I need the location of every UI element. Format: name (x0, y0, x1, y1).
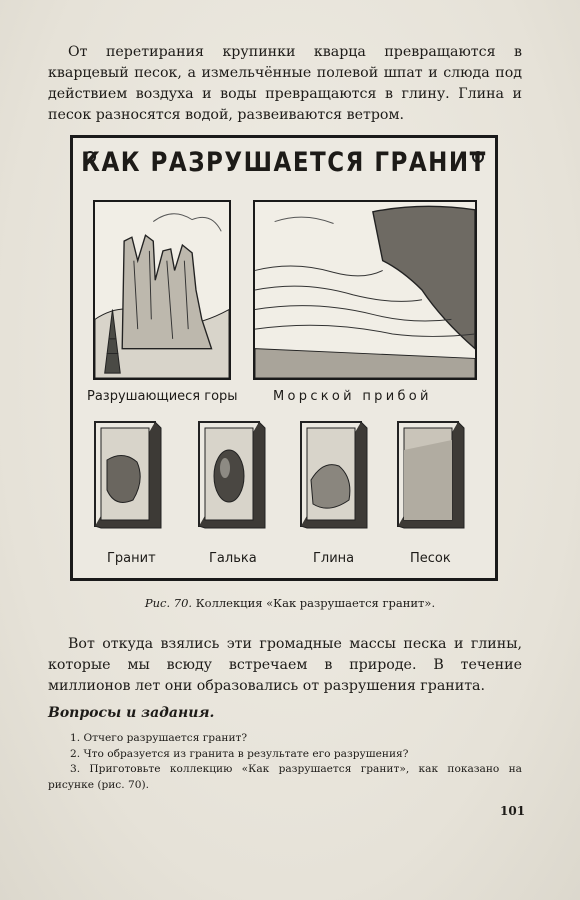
question-item: 1. Отчего разрушается гранит? (70, 732, 248, 744)
figure-granite-collection (70, 135, 498, 581)
granite-label: Гранит (107, 551, 156, 566)
paragraph-middle (48, 634, 522, 697)
paragraph-middle-text: Вот откуда взялись эти громадные массы песка и глины, которые мы всюду встречаем в природе. В течение миллионов лет они образовались от разрушения гранита. (48, 636, 522, 694)
question-item: 2. Что образуется из гранита в результате его разрушения? (70, 747, 409, 760)
figure-caption (0, 596, 580, 610)
sand-label: Песок (410, 551, 451, 566)
questions-heading: Вопросы и задания. (48, 705, 215, 721)
paragraph-top (48, 42, 522, 126)
crumbling-mountains-label: Разрушающиеся горы (87, 389, 238, 404)
clay-specimen-box (299, 420, 369, 530)
sea-surf-label: Морской прибой (273, 389, 432, 404)
pebble-specimen-box (197, 420, 267, 530)
page-number: 101 (500, 804, 526, 818)
sea-surf-picture (253, 200, 477, 380)
question-item: 3. Приготовьте коллекцию «Как разрушается гранит», как показано на рисунке (рис. 70). (48, 763, 522, 791)
figure-number: Рис. 70. (144, 596, 193, 610)
crumbling-mountains-picture (93, 200, 231, 380)
clay-label: Глина (313, 551, 355, 566)
figure-title: КАК РАЗРУШАЕТСЯ ГРАНИТ (81, 148, 487, 178)
paragraph-top-text: От перетирания крупинки кварца превращаются в кварцевый песок, а измельчённые полевой шпат и слюда под действием воздуха и воды превращаются в глину. Глина и песок разносятся водой, развеиваются ветром. (48, 44, 522, 123)
figure-caption-text: Коллекция «Как разрушается гранит». (195, 596, 436, 610)
granite-specimen-box (93, 420, 163, 530)
pebble-label: Галька (209, 551, 257, 566)
sand-specimen-box (396, 420, 466, 530)
questions-list (48, 731, 522, 793)
